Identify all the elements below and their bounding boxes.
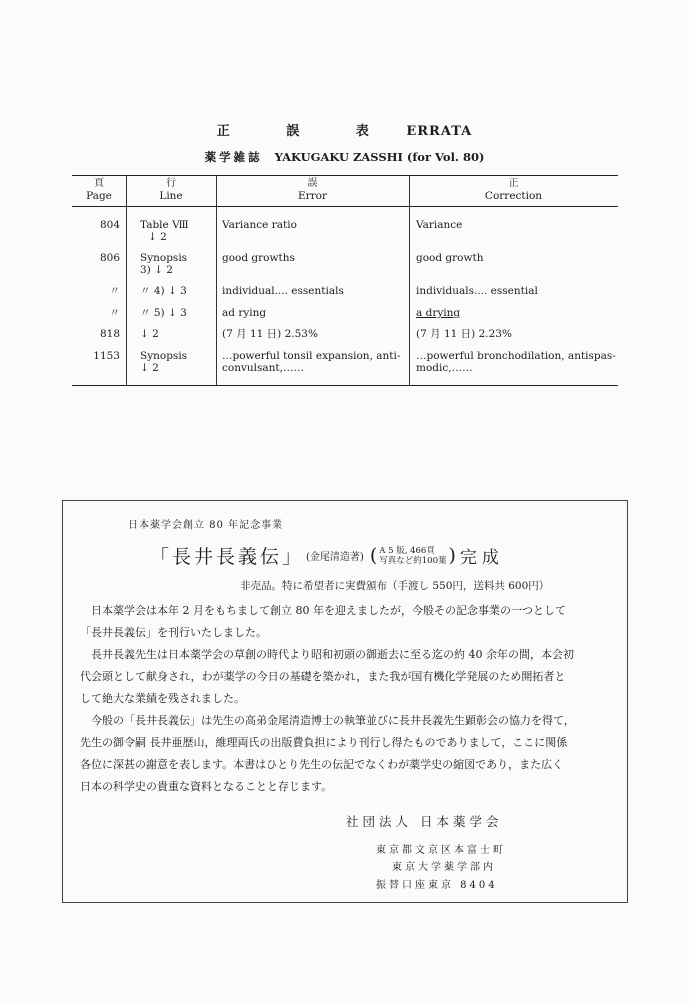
row-page: 〃 xyxy=(109,285,120,297)
price-note: 非売品。特に希望者に実費頒布（手渡し 550円，送料共 600円） xyxy=(240,580,550,592)
row-correction: Variance xyxy=(416,219,463,231)
paren-close: ) xyxy=(448,544,456,567)
row-line: Synopsis 3) ↓ 2 xyxy=(140,252,188,276)
row-correction: …powerful bronchodilation, antispas- modic,…… xyxy=(416,350,616,374)
row-error: individual.... essentials xyxy=(222,285,344,297)
book-title: 「長井長義伝」 xyxy=(150,546,305,568)
row-error: good growths xyxy=(222,252,295,264)
column-divider xyxy=(409,176,410,385)
header-error: 誤 Error xyxy=(297,178,328,202)
notice-title-row xyxy=(150,542,504,569)
row-page: 〃 xyxy=(109,307,120,319)
errata-title-jp: 正 誤 表 xyxy=(216,124,395,139)
row-correction: (7 月 11 日) 2.23% xyxy=(416,328,512,340)
address-line: 振替口座東京 8404 xyxy=(376,880,498,891)
book-author: (金尾清造著) xyxy=(306,552,364,563)
row-page: 806 xyxy=(99,252,120,264)
column-divider xyxy=(216,176,217,385)
journal-name-en: YAKUGAKU ZASSHI (for Vol. 80) xyxy=(274,150,485,164)
row-correction: a drying xyxy=(416,307,461,319)
row-line: Table Ⅷ ↓ 2 xyxy=(140,219,189,243)
row-error: …powerful tonsil expansion, anti- convulsant,…… xyxy=(222,350,401,374)
row-page: 1153 xyxy=(93,350,120,362)
book-spec: A 5 版, 466頁 写真など約100葉 xyxy=(379,545,447,566)
row-correction: individuals.... essential xyxy=(416,285,538,297)
journal-name xyxy=(0,149,689,165)
row-page: 804 xyxy=(99,219,120,231)
row-error: ad rying xyxy=(222,307,267,319)
organization-name: 社団法人 日本薬学会 xyxy=(346,814,503,829)
row-correction: good growth xyxy=(416,252,484,264)
errata-title xyxy=(0,120,689,139)
column-divider xyxy=(126,176,127,385)
table-top-rule xyxy=(72,175,618,176)
row-line: ↓ 2 xyxy=(140,328,159,340)
row-line: 〃 4) ↓ 3 xyxy=(140,285,187,297)
row-error: (7 月 11 日) 2.53% xyxy=(222,328,318,340)
notice-heading: 日本薬学会創立 80 年記念事業 xyxy=(128,520,284,531)
errata-title-en: ERRATA xyxy=(406,124,473,139)
row-page: 818 xyxy=(99,328,120,340)
paren-open: ( xyxy=(369,544,378,567)
address-line: 東京大学薬学部内 xyxy=(392,862,496,873)
journal-name-jp: 薬学雑誌 xyxy=(204,150,263,164)
table-header-rule xyxy=(72,206,618,207)
row-line: 〃 5) ↓ 3 xyxy=(140,307,187,319)
row-error: Variance ratio xyxy=(222,219,297,231)
table-bottom-rule xyxy=(72,385,618,386)
completed-label: 完成 xyxy=(459,548,504,568)
address-line: 東京都文京区本富士町 xyxy=(376,845,506,856)
header-line: 行 Line xyxy=(159,178,183,202)
body-paragraph: 日本薬学会は本年 2 月をもちまして創立 80 年を迎えましたが，今般その記念事業の一つとして 「長井長義伝」を刊行いたしました。 長井長義先生は日本薬学会の草創の時代より昭和初頭の御逝去に至る迄の約 40 余年の間，本会初 代会頭として献身され，わが薬学の今日の基礎を築かれ，また我が国有機化学発展のため開拓者と して絶大な業績を残されました。 今般の「長井長義伝」は先生の高弟金尾清造博士の執筆並びに長井長義先生顕彰会の協力を得て， 先生の御令嗣 長井亜歴山，維理両氏の出版費負担により刊行し得たものでありまして，ここに関係 各位に深甚の謝意を表します。本書はひとり先生の伝記でなくわが薬学史の縮図であり，また広く 日本の科学史の貴重な資料となることと存じます。 xyxy=(80,604,575,793)
row-line: Synopsis ↓ 2 xyxy=(140,350,188,374)
header-page: 頁 Page xyxy=(86,178,112,202)
header-correction: 正 Correction xyxy=(484,178,543,202)
